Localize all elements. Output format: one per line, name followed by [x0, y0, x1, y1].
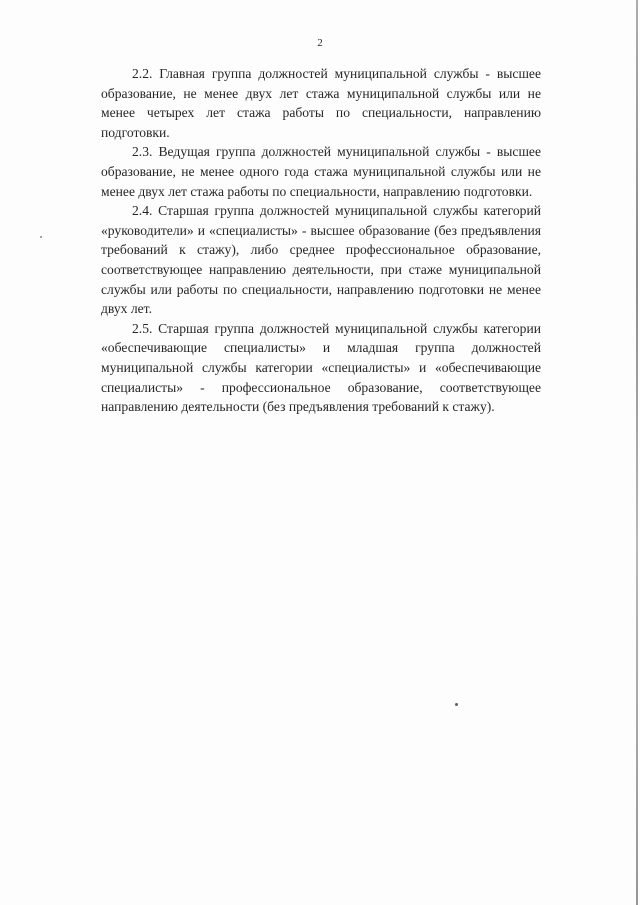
scan-edge [636, 0, 638, 905]
document-body [101, 64, 541, 417]
paragraph-2-3: 2.3. Ведущая группа должностей муниципальной службы - высшее образование, не менее одного года стажа муниципальной службы или не менее двух лет стажа работы по специальности, направлению подготовки. [101, 144, 541, 199]
paragraph-2-2: 2.2. Главная группа должностей муниципальной службы - высшее образование, не менее двух лет стажа муниципальной службы или не менее четырех лет стажа работы по специальности, направлению подготовки. [101, 66, 541, 140]
scan-speck [40, 236, 42, 238]
paragraph-2-5: 2.5. Старшая группа должностей муниципальной службы категории «обеспечивающие специалисты» и младшая группа должностей муниципальной службы категории «специалисты» и «обеспечивающие специалисты» - профессиональное образование, соответствующее направлению деятельности (без предъявления требований к стажу). [101, 320, 541, 415]
paragraph-2-4: 2.4. Старшая группа должностей муниципальной службы категорий «руководители» и «специалисты» - высшее образование (без предъявления требований к стажу), либо среднее профессиональное образование, соответствующее направлению деятельности, при стаже муниципальной службы или работы по специальности, направлению подготовки не менее двух лет. [101, 203, 541, 317]
scan-speck [455, 703, 458, 706]
page-number: 2 [317, 37, 323, 49]
